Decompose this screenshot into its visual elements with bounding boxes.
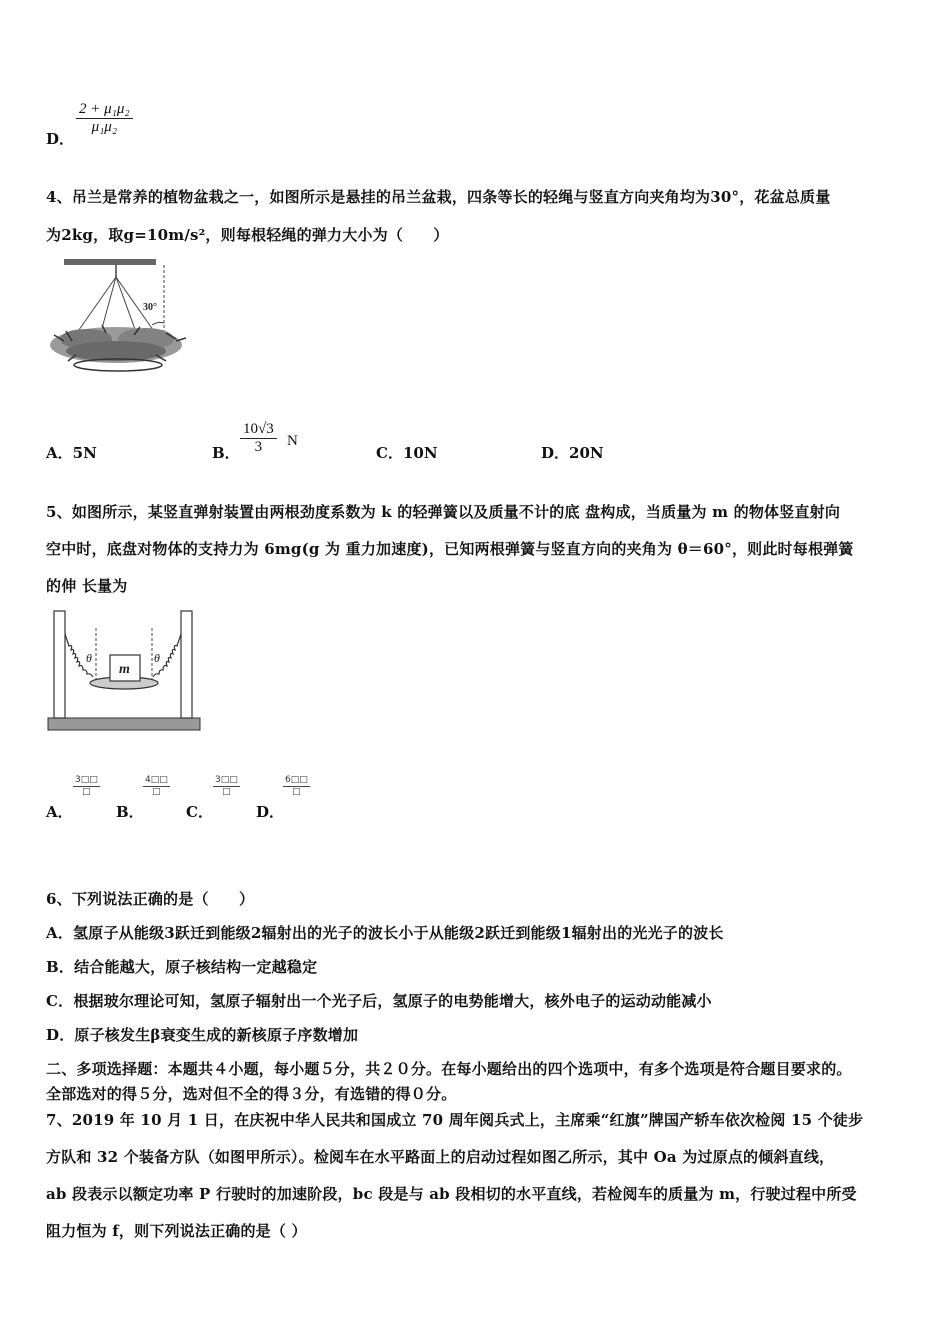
q4-option-a: A．5N [46, 444, 97, 462]
q4-stem-line-2: 为2kg，取g=10m/s²，则每根轻绳的弹力大小为（ ） [46, 226, 449, 244]
angle-label: 30° [143, 302, 157, 313]
q5-option-a-fraction [73, 775, 100, 798]
q5-option-b-numerator: 4□□ [145, 775, 168, 785]
left-theta-label: θ [86, 651, 92, 665]
q5-option-c: C． [186, 803, 213, 821]
section-2-heading-line-2: 全部选对的得５分，选对但不全的得３分，有选错的得０分。 [46, 1085, 457, 1103]
q6-option-a: A．氢原子从能级3跃迁到能级2辐射出的光子的波长小于从能级2跃迁到能级1辐射出的光光子的波长 [46, 924, 724, 942]
q3-option-d-label: D． [46, 130, 75, 148]
hanging-plant-figure [46, 255, 191, 380]
q5-option-b-denominator: □ [152, 787, 161, 797]
q7-stem-line-3: ab 段表示以额定功率 P 行驶时的加速阶段，bc 段是与 ab 段相切的水平直线，若检阅车的质量为 m，行驶过程中所受 [46, 1185, 857, 1203]
q3-option-d-denominator: μ₁μ₂ [91, 119, 118, 135]
angle-arc [152, 322, 164, 325]
q3-option-d-numerator: 2 + μ₁μ₂ [76, 101, 133, 119]
q6-stem: 6、下列说法正确的是（ ） [46, 890, 255, 908]
right-theta-label: θ [154, 651, 160, 665]
foliage [50, 325, 186, 363]
left-post [54, 611, 65, 718]
q5-option-a: A． [46, 803, 73, 821]
q6-option-d: D．原子核发生β衰变生成的新核原子序数增加 [46, 1026, 359, 1044]
base-plate [48, 718, 200, 730]
q6-option-c: C．根据玻尔理论可知，氢原子辐射出一个光子后，氢原子的电势能增大，核外电子的运动动能减小 [46, 992, 712, 1010]
q5-option-b-fraction [143, 775, 170, 798]
q4-option-b-label: B． [212, 444, 240, 462]
q5-option-a-denominator: □ [82, 787, 91, 797]
q4-option-b-denominator: 3 [254, 439, 263, 455]
q5-option-c-fraction [213, 775, 240, 798]
q7-stem-line-4: 阻力恒为 f，则下列说法正确的是（ ） [46, 1222, 307, 1240]
q4-option-b-unit: N [287, 433, 298, 449]
right-post [181, 611, 192, 718]
q3-option-d-fraction [76, 101, 133, 136]
q5-option-d-fraction [283, 775, 310, 798]
q5-option-d-numerator: 6□□ [285, 775, 308, 785]
q4-option-b-fraction [240, 421, 277, 456]
q7-stem-line-2: 方队和 32 个装备方队（如图甲所示）。检阅车在水平路面上的启动过程如图乙所示，其中 Oa 为过原点的倾斜直线， [46, 1148, 835, 1166]
q5-option-c-numerator: 3□□ [215, 775, 238, 785]
q5-stem-line-1: 5、如图所示，某竖直弹射装置由两根劲度系数为 k 的轻弹簧以及质量不计的底 盘构成，当质量为 m 的物体竖直射向 [46, 503, 841, 521]
section-2-heading-line-1: 二、多项选择题：本题共４小题，每小题５分，共２０分。在每小题给出的四个选项中，有多个选项是符合题目要求的。 [46, 1060, 852, 1078]
q5-stem-line-3: 的伸 长量为 [46, 577, 128, 595]
q4-option-b-numerator: 10√3 [240, 421, 277, 439]
q4-option-d: D．20N [541, 444, 604, 462]
mass-label: m [119, 662, 130, 677]
q7-stem-line-1: 7、2019 年 10 月 1 日，在庆祝中华人民共和国成立 70 周年阅兵式上，主席乘“红旗”牌国产轿车依次检阅 15 个徒步 [46, 1111, 864, 1129]
spring-launcher-figure [46, 606, 204, 734]
q4-option-c: C．10N [376, 444, 438, 462]
ceiling-bar [64, 259, 156, 265]
q4-stem-line-1: 4、吊兰是常养的植物盆栽之一，如图所示是悬挂的吊兰盆栽，四条等长的轻绳与竖直方向夹角均为30°，花盆总质量 [46, 188, 831, 206]
q5-option-b: B． [116, 803, 144, 821]
q5-option-d: D． [256, 803, 285, 821]
q5-option-d-denominator: □ [292, 787, 301, 797]
q5-stem-line-2: 空中时，底盘对物体的支持力为 6mg(g 为 重力加速度)，已知两根弹簧与竖直方向的夹角为 θ＝60°，则此时每根弹簧 [46, 540, 854, 558]
q6-option-b: B．结合能越大，原子核结构一定越稳定 [46, 958, 318, 976]
q5-option-a-numerator: 3□□ [75, 775, 98, 785]
q5-option-c-denominator: □ [222, 787, 231, 797]
